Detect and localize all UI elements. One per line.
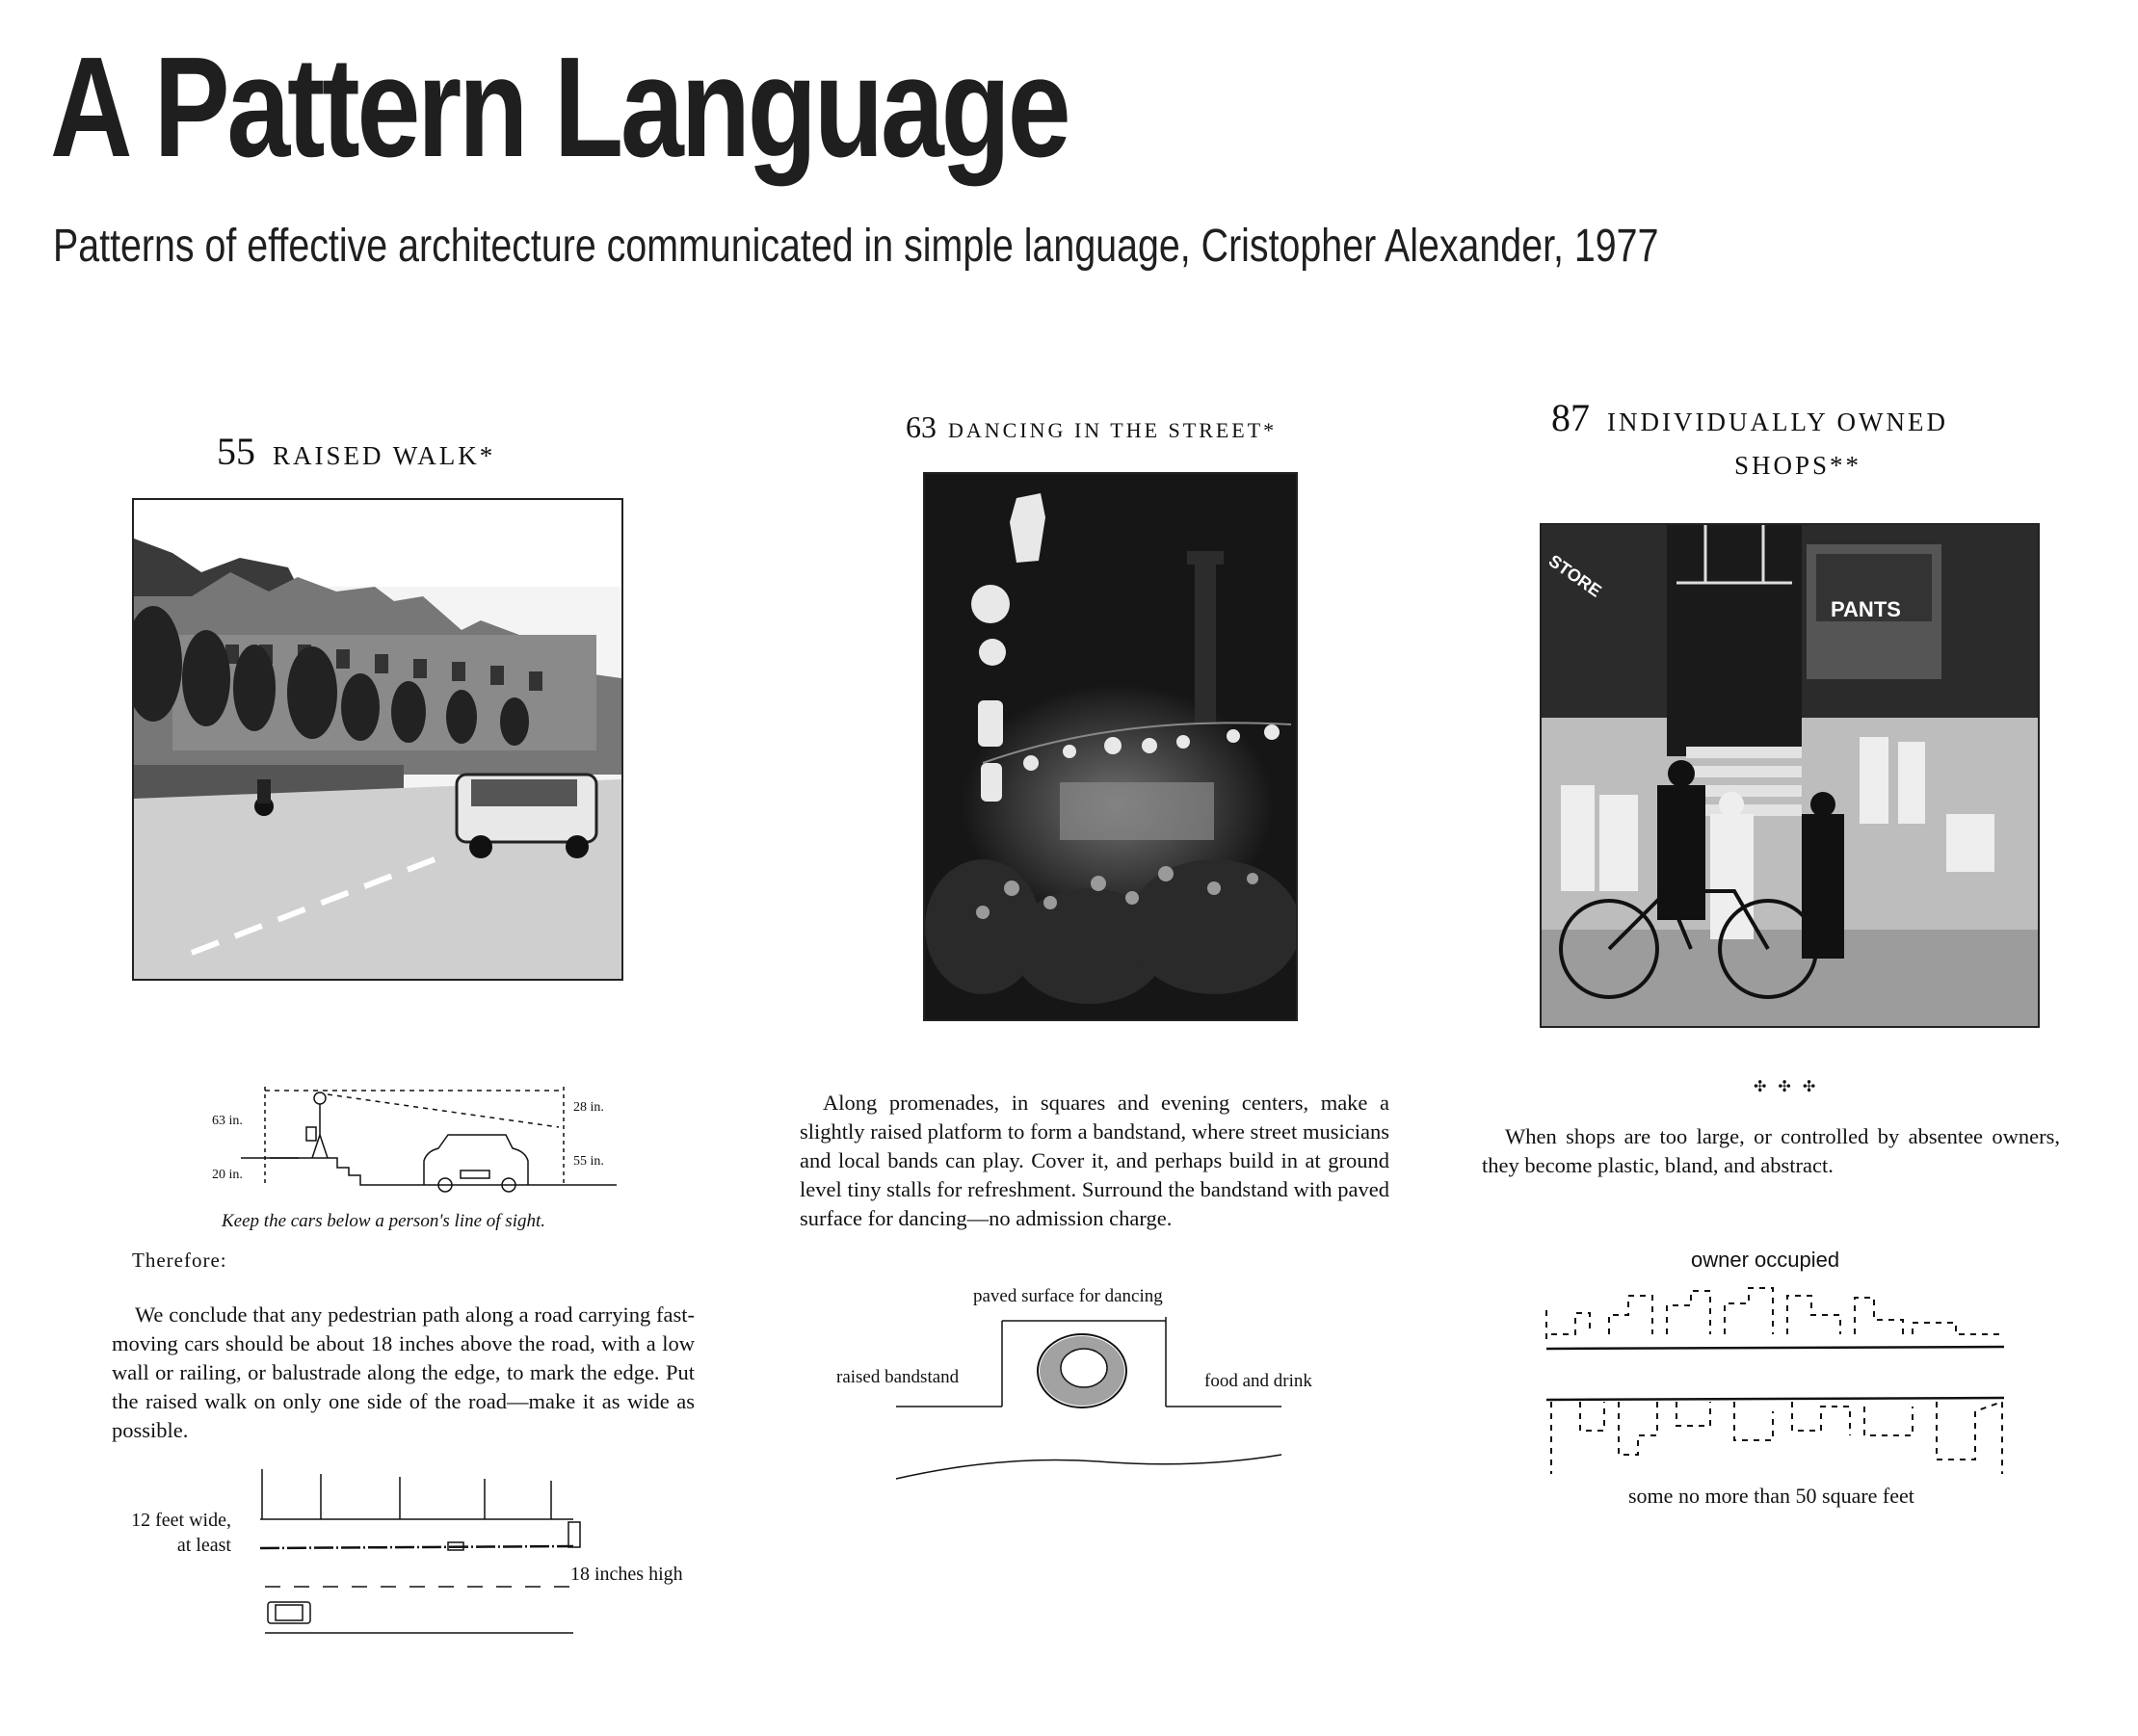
raised-walk-photo: [132, 498, 623, 981]
bandstand-drawing: [829, 1286, 1368, 1498]
label-55-in: 55 in.: [573, 1154, 604, 1169]
raised-walk-caption: Keep the cars below a person's line of sight.: [222, 1211, 546, 1231]
pattern-number: 87: [1551, 396, 1590, 439]
raised-walk-section-diagram: [202, 1079, 626, 1195]
pattern-title: DANCING IN THE STREET*: [948, 418, 1278, 442]
body-paragraph: We conclude that any pedestrian path along a road carrying fast-moving cars should be about 18 inches above the road, with a low wall or railing, or balustrade along the edge, to mark the edge. Put the raised walk on only one side of the road—make it as wide as possible.: [112, 1302, 695, 1442]
body-paragraph: When shops are too large, or controlled by absentee owners, they become plastic, bland, and abstract.: [1482, 1124, 2060, 1177]
store-sign: STORE: [1544, 550, 1605, 601]
shops-drawing: [1532, 1238, 2052, 1517]
pants-sign: PANTS: [1831, 597, 1901, 621]
raised-walk-body: [112, 1301, 695, 1445]
ornament: ✣ ✣ ✣: [1754, 1079, 1820, 1095]
pattern-87-heading-line2: [1734, 451, 1861, 481]
paved-surface-label: paved surface for dancing: [973, 1286, 1163, 1306]
shops-diagram: [1532, 1238, 2052, 1517]
pattern-number: 63: [906, 409, 937, 444]
owner-occupied-label: owner occupied: [1691, 1248, 1840, 1272]
pattern-63-heading: [906, 409, 1277, 445]
bandstand-diagram: [829, 1286, 1368, 1498]
width-label-line1: 12 feet wide,: [131, 1510, 231, 1531]
food-drink-label: food and drink: [1204, 1371, 1312, 1391]
height-label: 18 inches high: [570, 1564, 683, 1585]
raised-bandstand-label: raised bandstand: [836, 1367, 960, 1387]
individually-owned-shops-photo: [1540, 523, 2040, 1028]
body-paragraph: Along promenades, in squares and evening centers, make a slightly raised platform to form a bandstand, where street musicians and local bands can play. Cover it, and perhaps build in at ground level tiny stalls for refreshment. Surround the bandstand with paved surface for dancing—no admission charge.: [800, 1091, 1389, 1230]
section-drawing: [202, 1079, 626, 1195]
pattern-title-line1: INDIVIDUALLY OWNED: [1607, 408, 1948, 436]
dancing-street-photo: [923, 472, 1298, 1021]
page-title: A Pattern Language: [50, 28, 1069, 187]
pattern-55-heading: [217, 429, 495, 474]
raised-walk-plan-diagram: [116, 1469, 703, 1643]
pattern-title: RAISED WALK*: [273, 441, 496, 470]
therefore-label: Therefore:: [132, 1249, 227, 1272]
pattern-number: 55: [217, 430, 255, 473]
pattern-title-line2: SHOPS**: [1734, 451, 1862, 480]
label-63-in: 63 in.: [212, 1114, 243, 1128]
width-label-line2: at least: [176, 1535, 231, 1556]
dancing-street-body: [800, 1089, 1389, 1233]
square-feet-label: some no more than 50 square feet: [1628, 1484, 1914, 1508]
pattern-87-heading: [1551, 395, 1948, 440]
label-28-in: 28 in.: [573, 1100, 604, 1115]
label-20-in: 20 in.: [212, 1168, 243, 1182]
page-subtitle: Patterns of effective architecture communicated in simple language, Cristopher Alexander, 1977: [53, 221, 1659, 272]
individually-owned-shops-body: [1482, 1122, 2060, 1180]
